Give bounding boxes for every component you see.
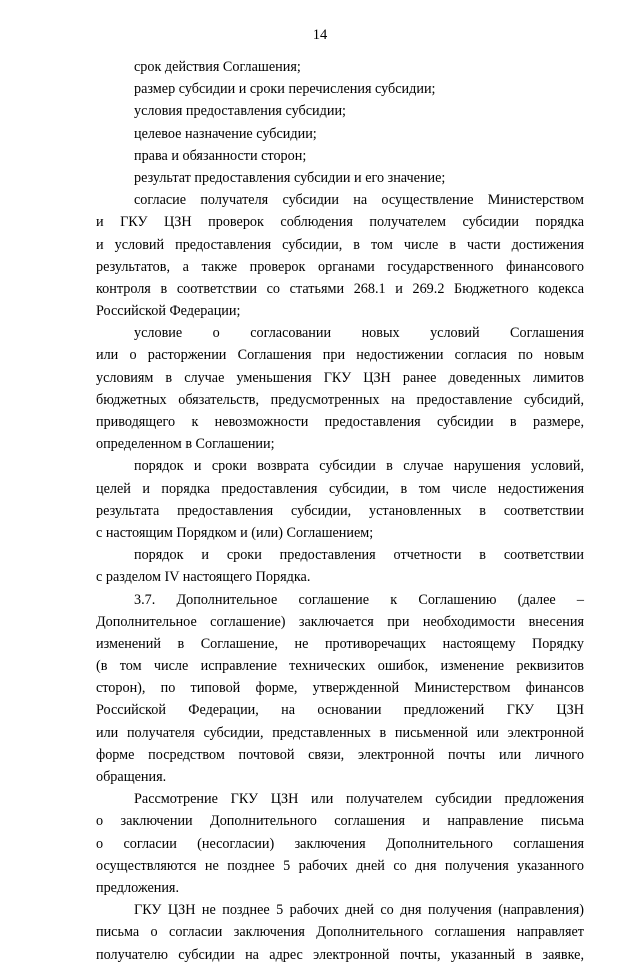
text-line: Дополнительное соглашение) заключается при необходимости внесения — [96, 613, 584, 630]
text-line: целевое назначение субсидии; — [134, 125, 317, 142]
text-line: 3.7. Дополнительное соглашение к Соглашению (далее – — [134, 591, 584, 608]
text-line: сторон), по типовой форме, утвержденной Министерством финансов — [96, 680, 584, 697]
text-line: письма о согласии заключения Дополнительного соглашения направляет — [96, 924, 584, 941]
text-line: контроля в соответствии со статьями 268.1 и 269.2 Бюджетного кодекса — [96, 280, 584, 297]
text-line: результата предоставления субсидии, установленных в соответствии — [96, 502, 584, 519]
text-line: или получателя субсидии, представленных в письменной или электронной — [96, 724, 584, 741]
text-line: о заключении Дополнительного соглашения и направление письма — [96, 813, 584, 830]
text-line: условия предоставления субсидии; — [134, 103, 346, 120]
text-line: предложения. — [96, 879, 180, 896]
text-line: (в том числе исправление технических ошибок, изменение реквизитов — [96, 658, 584, 675]
text-line: условие о согласовании новых условий Соглашения — [134, 325, 584, 342]
text-line: и ГКУ ЦЗН проверок соблюдения получателем субсидии порядка — [96, 214, 584, 231]
text-line: результат предоставления субсидии и его значение; — [134, 169, 446, 186]
text-line: порядок и сроки предоставления отчетности в соответствии — [134, 547, 584, 564]
text-line: условиям в случае уменьшения ГКУ ЦЗН ранее доведенных лимитов — [96, 369, 584, 386]
text-line: изменений в Соглашение, не противоречащих настоящему Порядку — [96, 635, 584, 652]
text-line: приводящего к невозможности предоставления субсидии в размере, — [96, 414, 584, 430]
text-line: ГКУ ЦЗН не позднее 5 рабочих дней со дня получения (направления) — [134, 902, 584, 919]
text-line: и условий предоставления субсидии, в том числе в части достижения — [96, 236, 584, 253]
text-line: бюджетных обязательств, предусмотренных на предоставление субсидий, — [96, 391, 584, 408]
text-line: с разделом IV настоящего Порядка. — [96, 569, 311, 586]
text-line: порядок и сроки возврата субсидии в случае нарушения условий, — [134, 458, 584, 475]
text-line: целей и порядка предоставления субсидии, в том числе недостижения — [96, 480, 584, 497]
text-line: права и обязанности сторон; — [134, 147, 307, 164]
text-line: форме посредством почтовой связи, электронной почты или личного — [96, 746, 584, 763]
text-line: размер субсидии и сроки перечисления субсидии; — [134, 81, 436, 98]
text-line: срок действия Соглашения; — [134, 59, 301, 75]
text-line: согласие получателя субсидии на осуществление Министерством — [134, 192, 584, 209]
text-line: результатов, а также проверок органами государственного финансового — [96, 258, 584, 275]
text-line: о согласии (несогласии) заключения Дополнительного соглашения — [96, 835, 584, 852]
text-line: с настоящим Порядком и (или) Соглашением; — [96, 524, 374, 541]
text-line: получателю субсидии на адрес электронной почты, указанный в заявке, — [96, 946, 584, 963]
text-line: или о расторжении Соглашения при недостижении согласия по новым — [96, 347, 584, 364]
text-line: обращения. — [96, 769, 167, 785]
text-line: Рассмотрение ГКУ ЦЗН или получателем субсидии предложения — [134, 791, 584, 808]
text-line: осуществляются не позднее 5 рабочих дней со дня получения указанного — [96, 857, 584, 874]
document-body — [96, 56, 584, 966]
text-line: Российской Федерации; — [96, 303, 241, 320]
text-line: Российской Федерации, на основании предложений ГКУ ЦЗН — [96, 702, 584, 719]
page-number: 14 — [312, 27, 328, 43]
text-line: определенном в Соглашении; — [96, 436, 275, 453]
